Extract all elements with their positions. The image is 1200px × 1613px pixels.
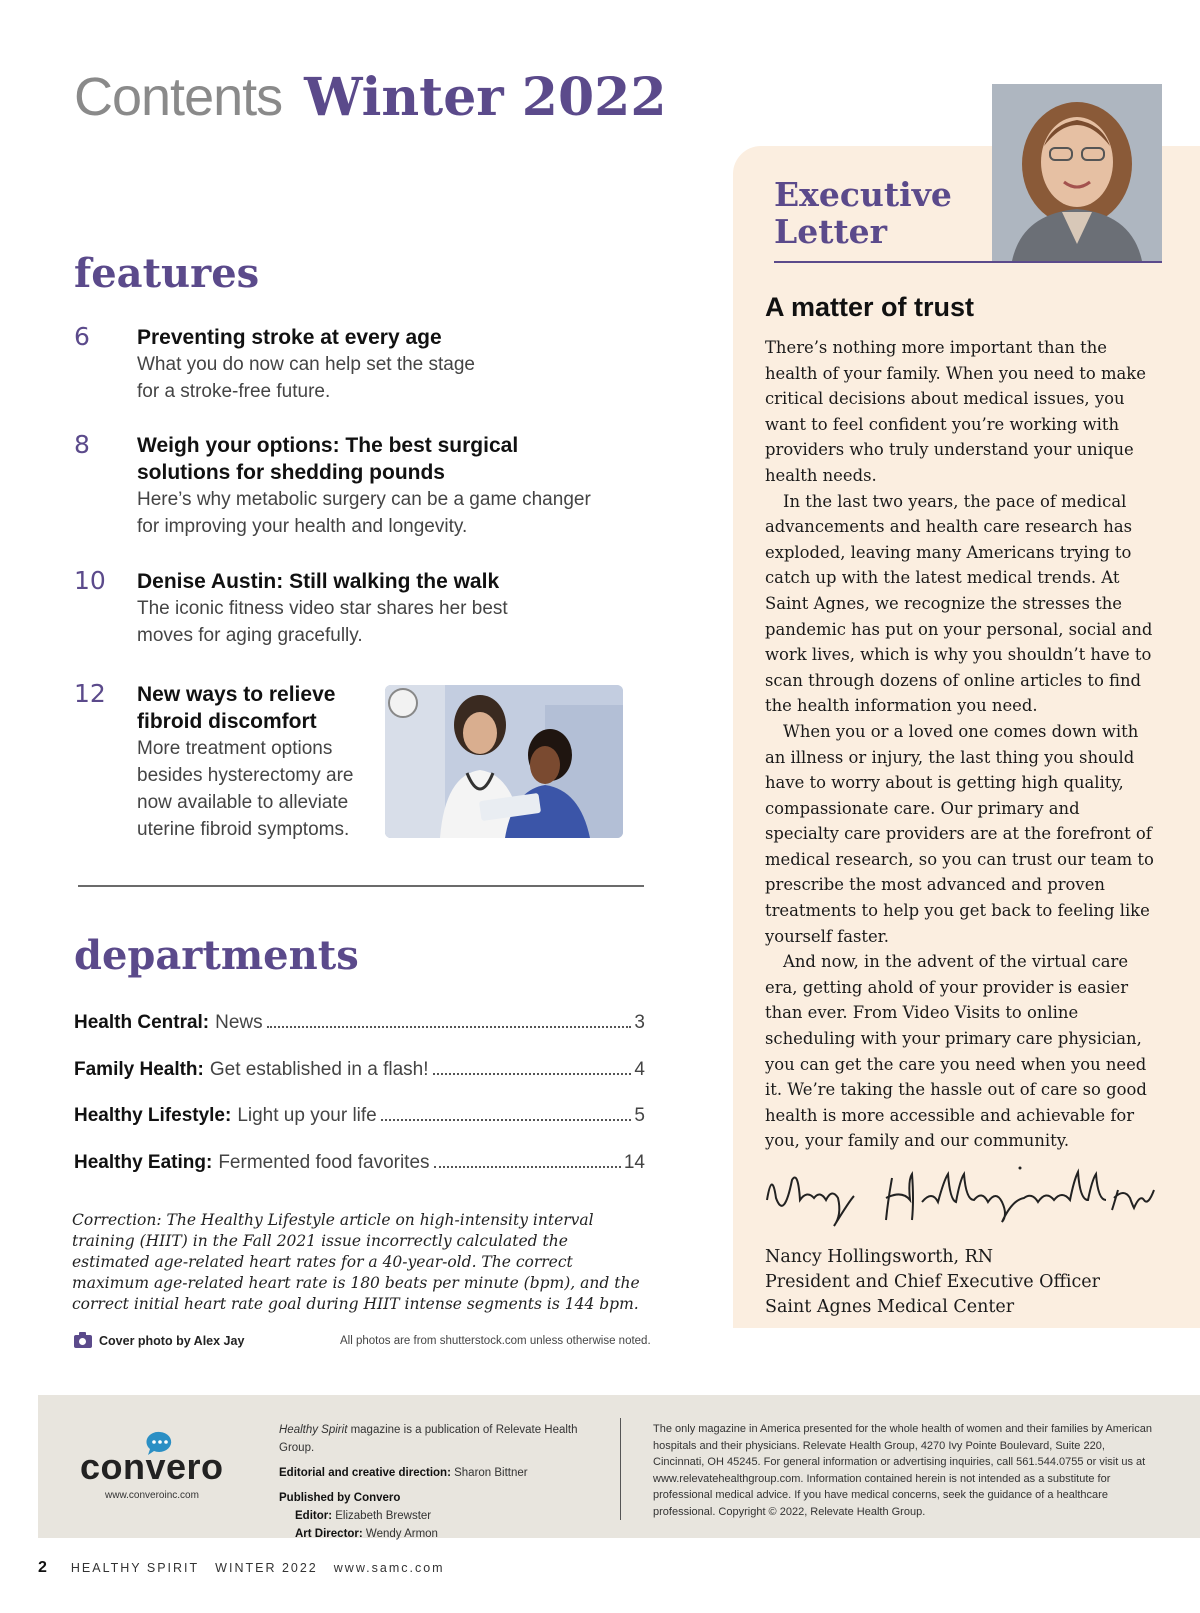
departments-title: departments (74, 932, 359, 979)
letter-paragraph: When you or a loved one comes down with an illness or injury, the last thing you should have to worry about is getting high quality, compassionate care. Our primary and specialty care providers are at the forefront of medical research, so you can trust our team to prescribe the most advanced and proven treatments to help you get back to feeling like yourself faster. (765, 721, 1154, 946)
page-number: 2 (38, 1559, 47, 1576)
department-topic: News (215, 1012, 263, 1033)
cover-credit (74, 1334, 244, 1348)
folio-url: www.samc.com (333, 1561, 445, 1575)
correction-note: Correction: The Healthy Lifestyle article on high-intensity interval training (HIIT) in the Fall 2021 issue incorrectly calculated the estimated age-related heart rates for a 40-year-old. The correct maximum age-related heart rate is 180 beats per minute (bpm), and the correct initial heart rate goal during HIIT intense segments is 144 bpm. (72, 1211, 640, 1313)
feature-page-number: 6 (74, 322, 90, 351)
signer-name: Nancy Hollingsworth, RN (765, 1247, 994, 1267)
department-topic: Fermented food favorites (218, 1152, 430, 1173)
department-page: 5 (634, 1105, 645, 1126)
signer-title: President and Chief Executive Officer (765, 1272, 1101, 1292)
department-name: Healthy Lifestyle: (74, 1105, 232, 1126)
feature-item[interactable] (74, 679, 374, 844)
department-page: 3 (634, 1012, 645, 1033)
cover-credit-text: Cover photo by Alex Jay (99, 1334, 245, 1348)
signer-organization: Saint Agnes Medical Center (765, 1297, 1015, 1317)
photos-credit: All photos are from shutterstock.com unless otherwise noted. (340, 1335, 651, 1347)
feature-page-number: 12 (74, 679, 106, 708)
leader-dots (433, 1073, 632, 1075)
feature-title: New ways to relieve fibroid discomfort (137, 683, 336, 733)
feature-item[interactable] (74, 322, 634, 402)
department-item[interactable] (74, 1012, 645, 1042)
leader-dots (381, 1119, 632, 1121)
page-folio (38, 1559, 461, 1577)
features-title: features (74, 250, 260, 297)
camera-icon (74, 1335, 92, 1348)
letter-paragraph: In the last two years, the pace of medical advancements and health care research has exploded, leaving many Americans trying to catch up with the latest medical trends. At Saint Agnes, we recognize the stresses the pandemic has put on your personal, social and work lives, which is why you shouldn’t have to scan through dozens of online articles to find the health information you need. (765, 491, 1153, 716)
letter-title-rule (774, 261, 1162, 263)
art-director-credit: Art Director: Wendy Armon (295, 1528, 438, 1540)
department-topic: Light up your life (237, 1105, 377, 1126)
editorial-direction: Editorial and creative direction: Sharon Bittner (279, 1467, 528, 1479)
handwritten-signature (762, 1160, 1162, 1230)
editor-credit: Editor: Elizabeth Brewster (295, 1510, 432, 1522)
department-name: Health Central: (74, 1012, 210, 1033)
feature-item[interactable] (74, 430, 634, 540)
issue-label: Winter 2022 (304, 67, 667, 128)
department-item[interactable] (74, 1059, 645, 1089)
department-topic: Get established in a flash! (209, 1059, 429, 1080)
folio-issue: WINTER 2022 (215, 1561, 318, 1575)
department-name: Family Health: (74, 1059, 204, 1080)
publisher: Published by Convero (279, 1492, 401, 1504)
feature-description: What you do now can help set the stage for a stroke-free future. (137, 354, 475, 402)
footer-divider (620, 1418, 621, 1520)
feature-description: More treatment options besides hysterectomy are now available to alleviate uterine fibroid symptoms. (137, 738, 354, 840)
department-page: 14 (623, 1152, 645, 1173)
leader-dots (434, 1166, 621, 1168)
feature-item[interactable] (74, 566, 634, 646)
contents-label: Contents (74, 67, 283, 127)
publication-info (279, 1421, 609, 1543)
leader-dots (267, 1026, 632, 1028)
feature-title: Denise Austin: Still walking the walk (137, 570, 500, 593)
letter-paragraph: There’s nothing more important than the health of your family. When you need to make critical decisions about medical issues, you want to feel confident you’re working with providers who truly understand your unique health needs. (765, 338, 1146, 485)
feature-page-number: 8 (74, 430, 90, 459)
feature-description: The iconic fitness video star shares her best moves for aging gracefully. (137, 598, 508, 646)
publication-statement: Healthy Spirit magazine is a publication of Relevate Health Group. (279, 1424, 578, 1454)
about-magazine: The only magazine in America presented for the whole health of women and their families by American hospitals and their physicians. Relevate Health Group, 4270 Ivy Pointe Boulevard, Suite 220, Cincinnati, OH 45245. For general information or advertising inquiries, call 561.544.0755 or visit us at www.relevatehealthgroup.com. Information contained herein is not intended as a substitute for professional medical advice. If you have medical concerns, seek the guidance of a healthcare professional. Copyright © 2022, Relevate Health Group. (653, 1423, 1152, 1518)
letter-paragraph: And now, in the advent of the virtual care era, getting ahold of your provider is easier than ever. From Video Visits to online scheduling with your primary care physician, you can get the care you need when you need it. We’re taking the hassle out of care so good health is more accessible and achievable for you, your family and our community. (765, 952, 1147, 1151)
department-item[interactable] (74, 1152, 645, 1182)
folio-magazine: HEALTHY SPIRIT (70, 1561, 200, 1575)
feature-description: Here’s why metabolic surgery can be a game changer for improving your health and longevity. (137, 489, 591, 537)
fibroid-article-photo (385, 685, 623, 838)
feature-page-number: 10 (74, 566, 106, 595)
executive-portrait (992, 84, 1162, 261)
page-heading (74, 66, 667, 128)
department-item[interactable] (74, 1105, 645, 1135)
executive-letter-title: Executive Letter (774, 175, 952, 251)
feature-title: Weigh your options: The best surgical solutions for shedding pounds (137, 434, 519, 484)
letter-body (765, 335, 1157, 1154)
convero-url: www.converoinc.com (105, 1490, 199, 1501)
section-divider (78, 885, 644, 887)
convero-wordmark: convero (80, 1446, 224, 1487)
letter-signoff (765, 1245, 1100, 1320)
letter-headline: A matter of trust (765, 292, 975, 322)
department-page: 4 (634, 1059, 645, 1080)
department-name: Healthy Eating: (74, 1152, 213, 1173)
feature-title: Preventing stroke at every age (137, 326, 442, 349)
